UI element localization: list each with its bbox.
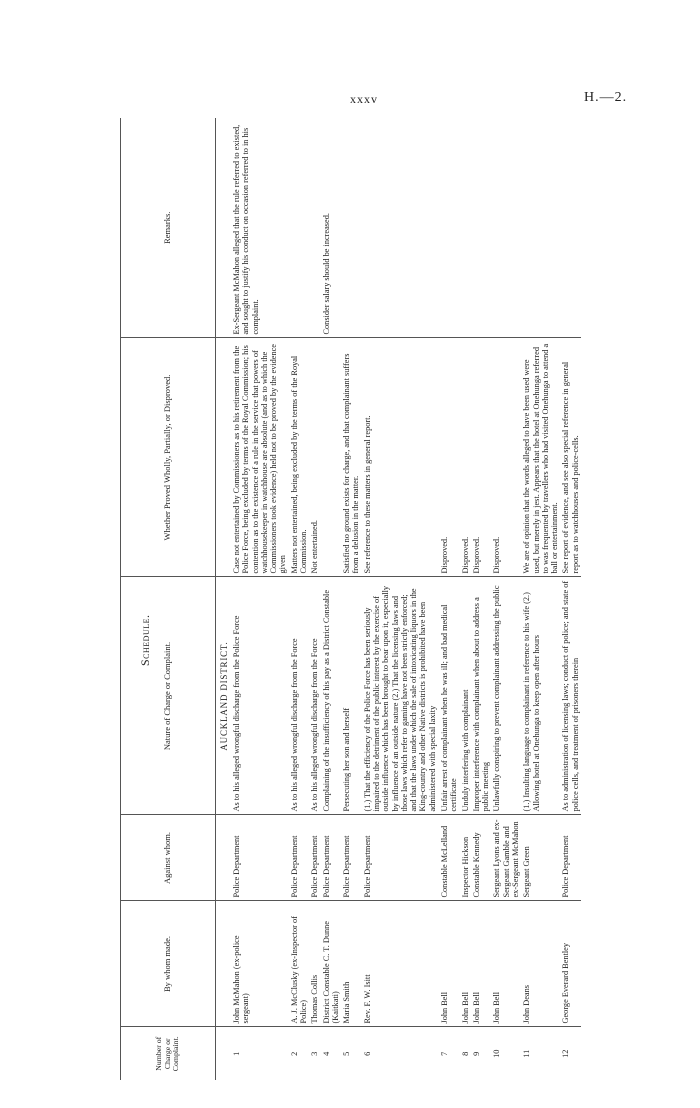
column-header-by-whom: By whom made. [121,901,216,1027]
complainant: District Constable C. T. Dunne (Kaitkati) [321,901,342,1027]
column-header-number: Number of Charge or Complaint. [121,1027,216,1080]
charge-nature: Improper interference with complainant when about to address a public meeting [471,577,492,815]
finding: Not entertained. [309,338,320,577]
remarks [341,118,362,338]
table-row [289,118,310,1080]
finding: Disproved. [439,338,460,577]
complainant: John Bell [471,901,492,1027]
column-header-result: Whether Proved Wholly, Partially, or Disproved. [121,338,216,577]
respondent: Police Department [231,815,289,901]
respondent: Sergeant Lyons and ex-Sergeant Gamble and ex-Sergeant McMahon [491,815,521,901]
charge-number: 2 [289,1051,299,1056]
finding: Satisfied no ground exists for charge, and that complainant suffers from a delusion in the matter. [341,338,362,577]
charge-number: 9 [471,1051,481,1056]
table-row [471,118,492,1080]
table-row [309,118,320,1080]
remarks [471,118,492,338]
schedule-table [120,118,581,1080]
finding: See reference to these matters in general report. [362,338,439,577]
respondent: Inspector Hickson [460,815,471,901]
charge-nature: (1.) Insulting language to complainant in reference to his wife (2.) Allowing hotel at Onehunga to keep open after hours [521,577,560,815]
district-heading-row [216,118,232,1080]
district-heading: AUCKLAND DISTRICT. [216,577,232,815]
column-header-remarks: Remarks. [121,118,216,338]
rotated-schedule-table [120,118,640,1080]
table-row [231,118,289,1080]
remarks: Ex-Sergeant McMahon alleged that the rule referred to existed, and sought to justify his conduct on occasion referred to in his complaint. [231,118,289,338]
complainant: John Bell [491,901,521,1027]
complainant: Thomas Collis [309,901,320,1027]
complainant: A. J. McClusky (ex-Inspector of Police) [289,901,310,1027]
respondent: Constable Kennedy [471,815,492,901]
remarks [289,118,310,338]
charge-nature: (1.) That the efficiency of the Police Force has been seriously impaired to the detriment of the public interest by the exercise of outside influence which has been brought to bear upon it, especially by influence of an outside nature (2.) That the licensing laws and those laws which refer to gaming have not been strictly enforced; and that the laws under which the sale of intoxicating liquors in the King-country and other Native districts is prohibited have been administered with special laxity [362,577,439,815]
remarks [460,118,471,338]
finding [321,338,342,577]
table-row [341,118,362,1080]
charge-number: 10 [492,1049,502,1058]
table-row [560,118,581,1080]
complainant: John Bell [439,901,460,1027]
charge-nature: As to his alleged wrongful discharge from the Force [309,577,320,815]
charge-nature: Persecuting her son and herself [341,577,362,815]
finding: We are of opinion that the words alleged to have been used were used, but merely in jest. Appears that the hotel at Onehunga referred to was frequented by travellers who had visited Onehunga to attend a ball or entertainment. [521,338,560,577]
table-header-row [121,118,216,1080]
remarks [491,118,521,338]
finding: Disproved. [460,338,471,577]
remarks [439,118,460,338]
respondent: Constable McLelland [439,815,460,901]
charge-number: 8 [460,1051,470,1056]
remarks [560,118,581,338]
table-row [460,118,471,1080]
charge-nature: As to administration of licensing laws; conduct of police; and state of police cells, and treatment of prisoners therein [560,577,581,815]
respondent: Police Department [560,815,581,901]
respondent: Police Department [341,815,362,901]
charge-nature: Unfair arrest of complainant when he was ill; and bad medical certificate [439,577,460,815]
finding: Matters not entertained, being excluded by the terms of the Royal Commission. [289,338,310,577]
column-header-nature: Nature of Charge or Complaint. [121,577,216,815]
column-header-against-whom: Against whom. [121,815,216,901]
charge-number: 3 [310,1051,320,1056]
charge-number: 4 [321,1051,331,1056]
finding: See report of evidence, and see also special reference in general report as to watchhouses and police-cells. [560,338,581,577]
remarks [521,118,560,338]
charge-nature: Complaining of the insufficiency of his pay as a District Constable [321,577,342,815]
complainant: Rev. F. W. Isitt [362,901,439,1027]
table-row [491,118,521,1080]
finding: Disproved. [471,338,492,577]
charge-nature: As to his alleged wrongful discharge from the Police Force [231,577,289,815]
charge-number: 7 [439,1051,449,1056]
charge-number: 12 [561,1049,571,1058]
complainant: John McMahon (ex-police sergeant) [231,901,289,1027]
table-row [439,118,460,1080]
respondent: Sergeant Green [521,815,560,901]
respondent: Police Department [321,815,342,901]
charge-number: 6 [362,1051,372,1056]
table-row [521,118,560,1080]
table-row [321,118,342,1080]
finding: Case not entertained by Commissioners as to his retirement from the Police Force, being excluded by terms of the Royal Commission; his contention as to the existence of a rule in the service that powers of watchhousekeeper in watchhouse are absolute (and as to which the Commissioners took evidence) held not to be proved by the evidence given [231,338,289,577]
complainant: John Deans [521,901,560,1027]
page-number: xxxv [350,92,378,106]
table-row [362,118,439,1080]
charge-nature: As to his alleged wrongful discharge from the Force [289,577,310,815]
remarks [362,118,439,338]
charge-number: 5 [342,1051,352,1056]
document-reference: H.—2. [584,90,628,105]
remarks: Consider salary should be increased. [321,118,342,338]
complainant: George Everard Bentley [560,901,581,1027]
charge-number: 1 [232,1051,242,1056]
complainant: John Bell [460,901,471,1027]
schedule-title: Schedule. [138,614,152,666]
charge-number: 11 [522,1049,532,1058]
finding: Disproved. [491,338,521,577]
charge-nature: Unlawfully conspiring to prevent complainant addressing the public [491,577,521,815]
remarks [309,118,320,338]
respondent: Police Department [289,815,310,901]
charge-nature: Unduly interfering with complainant [460,577,471,815]
respondent: Police Department [362,815,439,901]
complainant: Maria Smith [341,901,362,1027]
respondent: Police Department [309,815,320,901]
